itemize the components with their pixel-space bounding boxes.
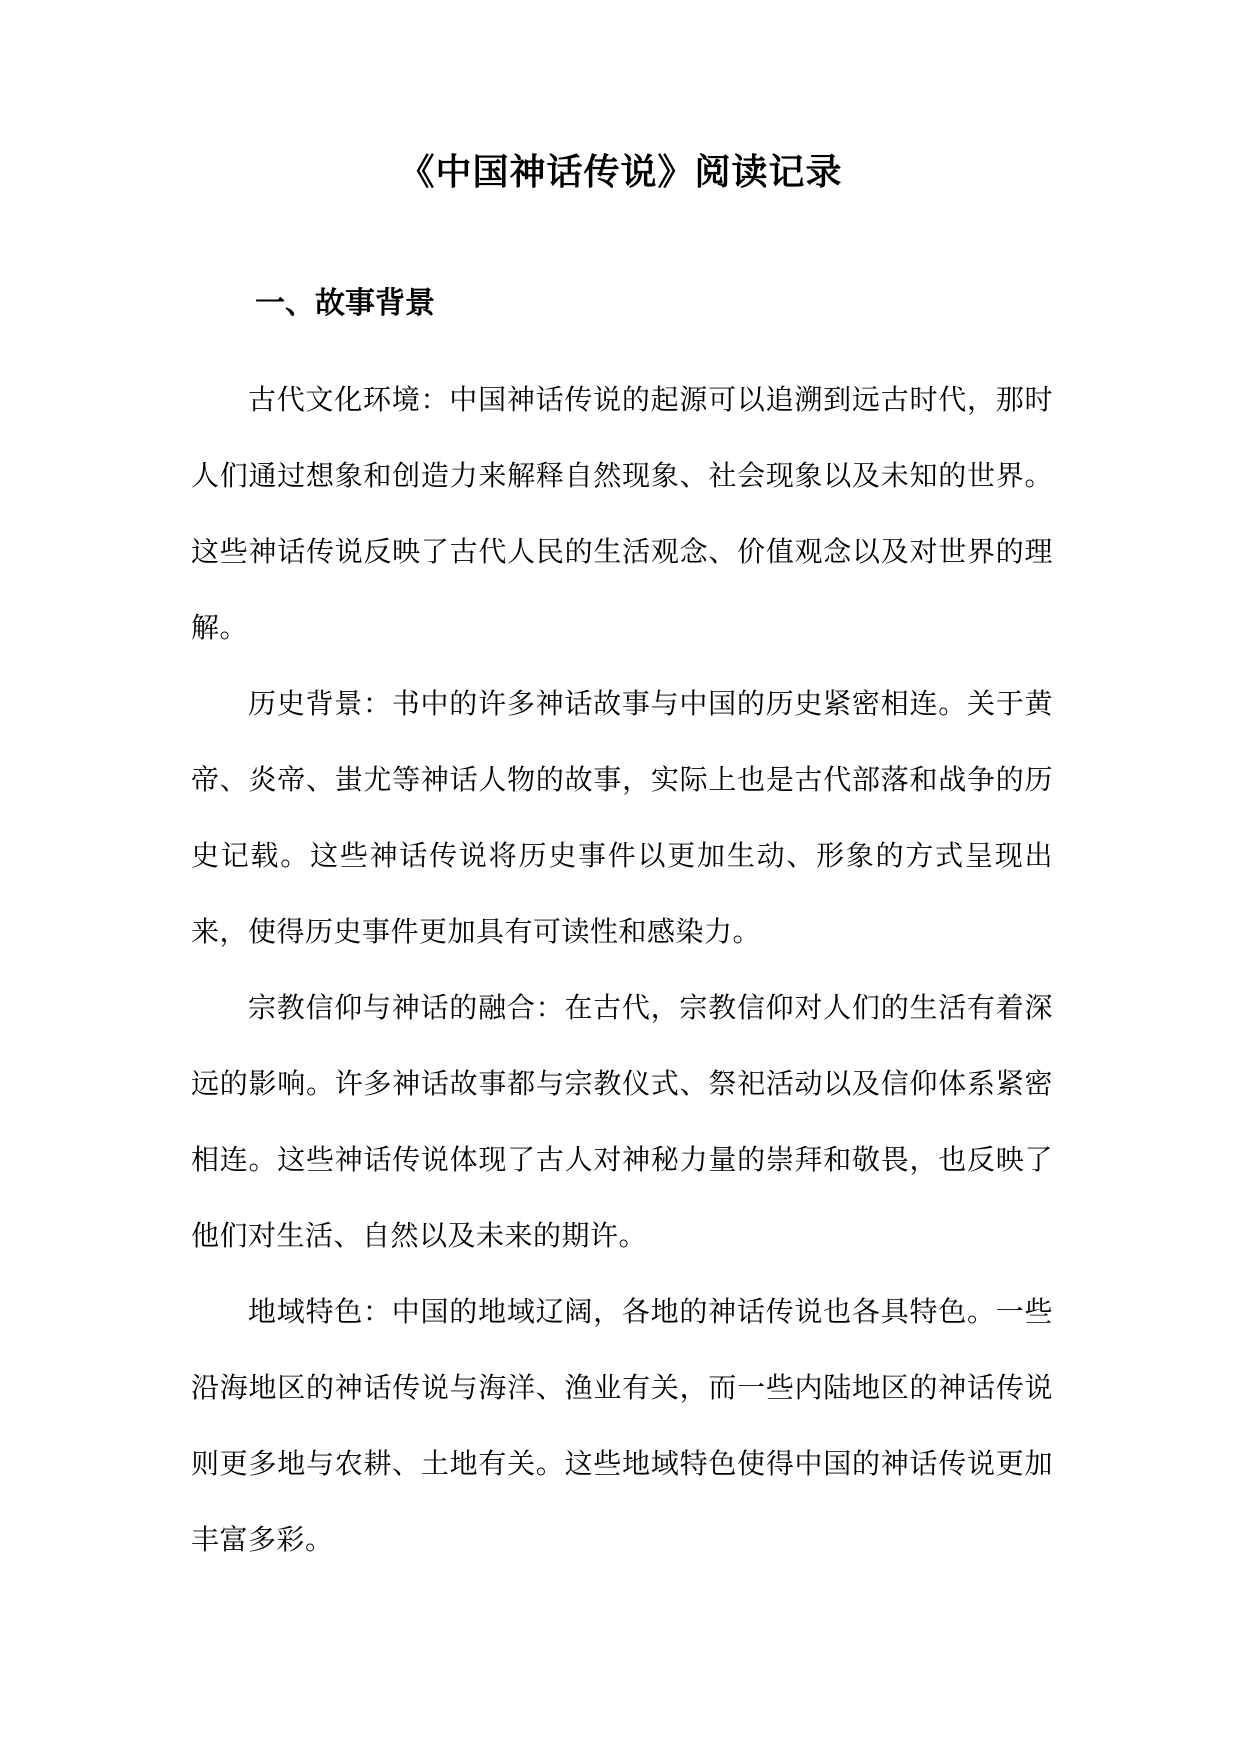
section-body xyxy=(191,362,1053,1578)
paragraph-cultural-environment: 古代文化环境：中国神话传说的起源可以追溯到远古时代，那时人们通过想象和创造力来解释自然现象、社会现象以及未知的世界。这些神话传说反映了古代人民的生活观念、价值观念以及对世界的理解。 xyxy=(191,383,1053,644)
section-heading: 一、故事背景 xyxy=(255,286,435,321)
document-title: 《中国神话传说》阅读记录 xyxy=(398,152,843,193)
paragraph-regional-features: 地域特色：中国的地域辽阔，各地的神话传说也各具特色。一些沿海地区的神话传说与海洋、渔业有关，而一些内陆地区的神话传说则更多地与农耕、土地有关。这些地域特色使得中国的神话传说更加丰富多彩。 xyxy=(191,1295,1053,1556)
paragraph-historical-background: 历史背景：书中的许多神话故事与中国的历史紧密相连。关于黄帝、炎帝、蚩尤等神话人物的故事，实际上也是古代部落和战争的历史记载。这些神话传说将历史事件以更加生动、形象的方式呈现出来，使得历史事件更加具有可读性和感染力。 xyxy=(191,687,1053,948)
paragraph-religion-and-myth: 宗教信仰与神话的融合：在古代，宗教信仰对人们的生活有着深远的影响。许多神话故事都与宗教仪式、祭祀活动以及信仰体系紧密相连。这些神话传说体现了古人对神秘力量的崇拜和敬畏，也反映了他们对生活、自然以及未来的期许。 xyxy=(191,991,1053,1252)
